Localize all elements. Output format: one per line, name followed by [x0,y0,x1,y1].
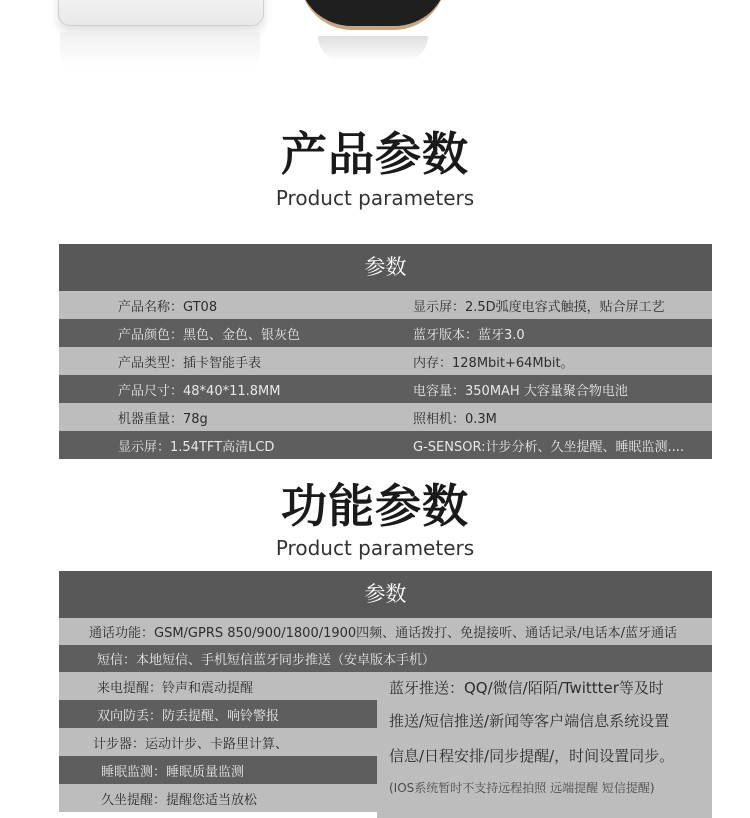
watch-reflection [318,36,428,62]
function-params-heading [0,470,750,560]
table-row [59,375,712,403]
table-cell: 显示屏：1.54TFT高清LCD [118,439,275,455]
list-item: 睡眠监测：睡眠质量监测 [59,756,377,784]
table-cell: 机器重量：78g [118,411,208,427]
table-row [59,291,712,319]
table-cell: 产品名称：GT08 [118,299,218,315]
list-item: 双向防丢：防丢提醒、响铃警报 [59,700,377,728]
function-list [59,672,377,812]
table-cell: 显示屏：2.5D弧度电容式触摸，贴合屏工艺 [413,299,665,315]
bluetooth-push-description [377,672,712,818]
section-title-en: Product parameters [275,186,475,210]
table-header: 参数 [59,571,712,618]
description-line: 推送/短信推送/新闻等客户端信息系统设置 [389,712,670,730]
table-cell: 蓝牙版本：蓝牙3.0 [413,327,525,343]
table-cell: 产品颜色：黑色、金色、银灰色 [118,327,301,343]
table-row [59,347,712,375]
table-cell: 内存：128Mbit+64Mbit。 [413,355,574,371]
section-title-cn: 产品参数 [281,127,469,181]
product-params-heading [0,118,750,210]
table-cell: 照相机：0.3M [413,411,497,427]
table-cell: 电容量：350MAH 大容量聚合物电池 [413,383,628,399]
table-header: 参数 [59,244,712,291]
table-cell: G-SENSOR:计步分析、久坐提醒、睡眠监测.... [413,439,684,455]
description-line: 信息/日程安排/同步提醒/，时间设置同步。 [389,747,675,765]
watch-image [300,0,446,30]
ios-note: (IOS系统暂时不支持远程拍照 远端提醒 短信提醒) [389,781,655,795]
table-row [59,319,712,347]
product-params-table [59,244,712,459]
table-row: 短信：本地短信、手机短信蓝牙同步推送（安卓版本手机） [59,645,712,672]
phone-reflection [60,32,260,68]
table-cell: 产品尺寸：48*40*11.8MM [118,383,281,399]
table-row [59,431,712,459]
list-item: 来电提醒：铃声和震动提醒 [59,672,377,700]
table-row [59,403,712,431]
function-params-table [59,571,712,818]
phone-image [58,0,264,26]
section-title-en: Product parameters [275,536,475,560]
description-line: 蓝牙推送：QQ/微信/陌陌/Twittter等及时 [389,679,664,697]
list-item: 计步器：运动计步、卡路里计算、 [59,728,377,756]
table-row: 通话功能：GSM/GPRS 850/900/1800/1900四频、通话拨打、免提接听、通话记录/电话本/蓝牙通话 [59,618,712,645]
section-title-cn: 功能参数 [281,479,469,533]
table-cell: 产品类型：插卡智能手表 [118,355,262,371]
function-split-block [59,672,712,818]
list-item: 久坐提醒：提醒您适当放松 [59,784,377,812]
